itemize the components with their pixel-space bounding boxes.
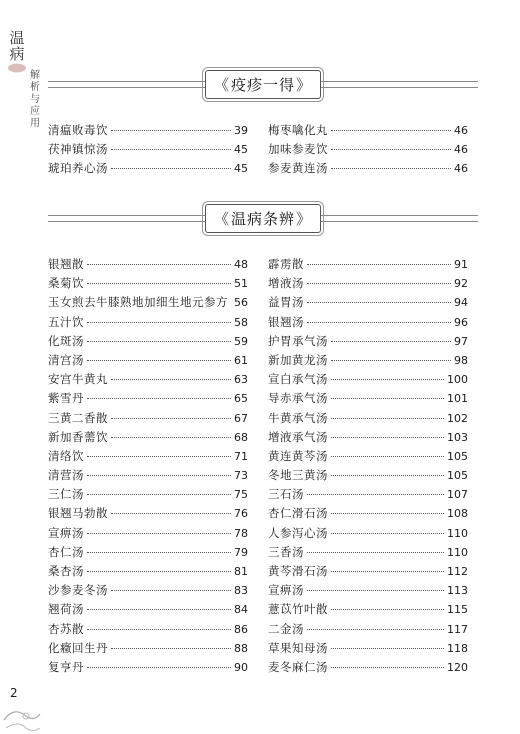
toc-entry-title: 杏仁汤 — [48, 544, 84, 559]
toc-entry — [268, 448, 468, 467]
dot-leader — [87, 667, 231, 668]
dot-leader — [87, 533, 231, 534]
toc-entry-title: 茯神镇惊汤 — [48, 142, 108, 157]
toc-entry-page: 46 — [454, 162, 468, 176]
toc-column-left — [48, 256, 248, 678]
toc-entry-page: 118 — [447, 641, 468, 655]
toc-entry-title: 牛黄承气汤 — [268, 410, 328, 425]
dot-leader — [331, 513, 444, 514]
toc-entry-page: 112 — [447, 565, 468, 578]
toc-entry — [48, 448, 248, 467]
toc-entry-page: 46 — [454, 124, 468, 137]
toc-entry — [48, 582, 248, 601]
toc-entry — [268, 352, 468, 371]
section-title: 温病条辨 — [230, 209, 295, 228]
toc-entry — [48, 410, 248, 429]
toc-entry-title: 冬地三黄汤 — [268, 468, 328, 483]
dot-leader — [331, 667, 444, 668]
dot-leader — [111, 418, 231, 419]
seal-decoration-icon — [6, 62, 28, 74]
toc-column-right — [268, 256, 468, 678]
dot-leader — [111, 168, 231, 169]
toc-entry-page: 56 — [234, 296, 248, 310]
toc-entry — [48, 429, 248, 448]
toc-entry-page: 65 — [234, 392, 248, 406]
toc-entry-title: 梅枣噙化丸 — [268, 123, 328, 137]
toc-entry — [48, 601, 248, 620]
dot-leader — [307, 264, 451, 265]
toc-entry-page: 105 — [447, 449, 468, 463]
dot-leader — [87, 456, 231, 457]
dot-leader — [331, 475, 444, 476]
dot-leader — [87, 264, 231, 265]
toc-entry-page: 105 — [447, 469, 468, 483]
toc-entry-page: 68 — [234, 430, 248, 444]
toc-entry — [268, 160, 468, 179]
dot-leader — [331, 341, 451, 342]
dot-leader — [331, 379, 444, 380]
toc-entry-title: 清营汤 — [48, 468, 84, 483]
toc-entry-page: 67 — [234, 411, 248, 425]
dot-leader — [111, 513, 231, 514]
toc-entry — [48, 544, 248, 563]
toc-entry-title: 清瘟败毒饮 — [48, 123, 108, 137]
dot-leader — [87, 475, 231, 476]
toc-entry-page: 98 — [454, 353, 468, 367]
toc-entry-page: 117 — [447, 622, 468, 636]
side-book-title: 温病 — [9, 29, 25, 63]
toc-entry-page: 97 — [454, 334, 468, 348]
dot-leader — [87, 629, 231, 630]
toc-entry-title: 黄芩滑石汤 — [268, 564, 328, 578]
toc-entry — [268, 294, 468, 313]
dot-leader — [331, 168, 451, 169]
toc-entry — [48, 640, 248, 659]
dot-leader — [307, 590, 444, 591]
dot-leader — [307, 322, 451, 323]
dot-leader — [307, 283, 451, 284]
toc-entry-page: 94 — [454, 296, 468, 310]
toc-entry-title: 复亨丹 — [48, 659, 84, 674]
toc-entry-page: 83 — [234, 584, 248, 598]
toc-entry — [48, 141, 248, 160]
dot-leader — [111, 648, 231, 649]
toc-entry — [48, 505, 248, 524]
toc-entry — [48, 525, 248, 544]
toc-entry-page: 96 — [454, 315, 468, 329]
toc-entry — [268, 601, 468, 620]
dot-leader — [331, 398, 444, 399]
toc-column-left — [48, 122, 248, 180]
toc-entry — [268, 390, 468, 409]
toc-entry — [268, 640, 468, 659]
toc-entry-title: 薏苡竹叶散 — [268, 602, 328, 617]
dot-leader — [331, 533, 444, 534]
dot-leader — [111, 149, 231, 150]
toc-entry-title: 化癥回生丹 — [48, 640, 108, 655]
toc-entry — [268, 563, 468, 582]
dot-leader — [87, 360, 231, 361]
toc-entry — [268, 371, 468, 390]
toc-entry-title: 导赤承气汤 — [268, 391, 328, 406]
toc-entry-title: 化斑汤 — [48, 333, 84, 348]
toc-entry-page: 90 — [234, 660, 248, 674]
toc-entry-title: 三黄二香散 — [48, 410, 108, 425]
dot-leader — [331, 149, 451, 150]
toc-entry-page: 100 — [447, 373, 468, 387]
toc-entry-page: 63 — [234, 373, 248, 387]
toc-entry-title: 三石汤 — [268, 487, 304, 502]
toc-entry — [48, 371, 248, 390]
toc-entry-title: 增液承气汤 — [268, 429, 328, 444]
toc-entry — [268, 525, 468, 544]
toc-entry-page: 75 — [234, 488, 248, 502]
toc-entry — [48, 486, 248, 505]
dot-leader — [331, 609, 444, 610]
toc-entry-page: 92 — [454, 277, 468, 291]
toc-entry — [268, 621, 468, 640]
toc-entry-title: 桑菊饮 — [48, 276, 84, 291]
toc-entry-page: 78 — [234, 526, 248, 540]
toc-entry-page: 110 — [447, 526, 468, 540]
toc-entry-page: 120 — [447, 660, 468, 674]
toc-entry-page: 79 — [234, 545, 248, 559]
toc-entry-title: 清宫汤 — [48, 352, 84, 367]
toc-entry — [48, 621, 248, 640]
section-title-box: 《 温病条辨 》 — [205, 204, 321, 233]
dot-leader — [331, 456, 444, 457]
toc-entry-page: 45 — [234, 143, 248, 157]
toc-entry-title: 益胃汤 — [268, 295, 304, 310]
toc-entry-title: 黄连黄芩汤 — [268, 448, 328, 463]
toc-entry-title: 新加黄龙汤 — [268, 352, 328, 367]
dot-leader — [307, 629, 444, 630]
toc-entry — [268, 659, 468, 678]
toc-entry-title: 三仁汤 — [48, 487, 84, 502]
section-header-wenbing — [48, 204, 478, 232]
toc-entry-title: 琥珀养心汤 — [48, 161, 108, 176]
toc-entry-title: 二金汤 — [268, 621, 304, 636]
toc-entry — [48, 390, 248, 409]
toc-entry-title: 杏苏散 — [48, 621, 84, 636]
dot-leader — [87, 283, 231, 284]
toc-entry-title: 麦冬麻仁汤 — [268, 659, 328, 674]
toc-entry-title: 银翘汤 — [268, 314, 304, 329]
toc-entry-title: 玉女煎去牛膝熟地加细生地元参方 — [48, 295, 228, 310]
toc-entry-page: 73 — [234, 469, 248, 483]
side-book-subtitle: 解析与应用 — [30, 70, 40, 129]
dot-leader — [331, 571, 444, 572]
toc-entry — [48, 333, 248, 352]
toc-entry-title: 五汁饮 — [48, 314, 84, 329]
toc-entry-title: 沙参麦冬汤 — [48, 583, 108, 598]
toc-entry-page: 84 — [234, 603, 248, 617]
dot-leader — [87, 322, 231, 323]
dot-leader — [331, 437, 444, 438]
corner-ornament-icon — [0, 680, 48, 734]
toc-entry — [48, 256, 248, 275]
toc-entry — [268, 467, 468, 486]
dot-leader — [307, 552, 444, 553]
toc-entry-page: 59 — [234, 334, 248, 348]
toc-entry-title: 加味参麦饮 — [268, 142, 328, 157]
toc-entry-page: 76 — [234, 507, 248, 521]
dot-leader — [111, 590, 231, 591]
toc-entry-page: 101 — [447, 392, 468, 406]
toc-entry — [48, 122, 248, 141]
toc-entry-title: 人参泻心汤 — [268, 525, 328, 540]
toc-entry-page: 91 — [454, 258, 468, 271]
dot-leader — [87, 609, 231, 610]
toc-entry-page: 103 — [447, 430, 468, 444]
toc-entry-page: 48 — [234, 258, 248, 271]
toc-entry — [268, 544, 468, 563]
toc-entry-page: 61 — [234, 353, 248, 367]
dot-leader — [331, 130, 451, 131]
dot-leader — [111, 379, 231, 380]
toc-entry — [48, 467, 248, 486]
toc-entry — [48, 659, 248, 678]
toc-entry-page: 81 — [234, 565, 248, 578]
toc-entry-page: 110 — [447, 545, 468, 559]
toc-entry — [268, 486, 468, 505]
toc-entry-title: 桑杏汤 — [48, 564, 84, 578]
toc-entry — [48, 275, 248, 294]
toc-entry-title: 银翘散 — [48, 257, 84, 271]
dot-leader — [87, 494, 231, 495]
section-header-yizhen — [48, 70, 478, 98]
dot-leader — [307, 494, 444, 495]
toc-entry-title: 翘荷汤 — [48, 602, 84, 617]
dot-leader — [87, 398, 231, 399]
toc-entry-page: 45 — [234, 162, 248, 176]
section-title: 疫疹一得 — [230, 75, 295, 94]
toc-entry-title: 宣痹汤 — [48, 525, 84, 540]
toc-entry — [48, 314, 248, 333]
toc-entry-title: 新加香薷饮 — [48, 429, 108, 444]
dot-leader — [331, 648, 444, 649]
dot-leader — [111, 437, 231, 438]
toc-entry-page: 51 — [234, 277, 248, 291]
toc-entry-page: 107 — [447, 488, 468, 502]
toc-entry — [48, 160, 248, 179]
dot-leader — [87, 552, 231, 553]
toc-entry-title: 三香汤 — [268, 544, 304, 559]
toc-entry-title: 草果知母汤 — [268, 640, 328, 655]
toc-entry-title: 宣白承气汤 — [268, 372, 328, 387]
toc-entry — [268, 275, 468, 294]
dot-leader — [331, 360, 451, 361]
toc-entry — [268, 122, 468, 141]
toc-entry-title: 护胃承气汤 — [268, 333, 328, 348]
toc-entry — [268, 582, 468, 601]
toc-entry-page: 88 — [234, 641, 248, 655]
dot-leader — [87, 341, 231, 342]
toc-entry — [268, 141, 468, 160]
toc-entry-title: 杏仁滑石汤 — [268, 506, 328, 521]
toc-entry — [48, 352, 248, 371]
toc-entry — [268, 429, 468, 448]
page-number: 2 — [10, 686, 18, 700]
toc-entry-page: 39 — [234, 124, 248, 137]
toc-entry — [268, 333, 468, 352]
dot-leader — [307, 302, 451, 303]
toc-entry-page: 71 — [234, 449, 248, 463]
toc-entry-title: 清络饮 — [48, 448, 84, 463]
toc-entry — [48, 563, 248, 582]
toc-entry-page: 102 — [447, 411, 468, 425]
toc-entry-page: 46 — [454, 143, 468, 157]
toc-entry-page: 113 — [447, 584, 468, 598]
section-title-box: 《 疫疹一得 》 — [205, 70, 321, 99]
toc-entry-title: 参麦黄连汤 — [268, 161, 328, 176]
dot-leader — [331, 418, 444, 419]
toc-entry — [48, 294, 248, 313]
toc-entry-title: 银翘马勃散 — [48, 506, 108, 521]
toc-entry-title: 霹雳散 — [268, 257, 304, 271]
toc-entry-title: 紫雪丹 — [48, 391, 84, 406]
toc-entry-title: 增液汤 — [268, 276, 304, 291]
toc-entry — [268, 256, 468, 275]
toc-entry-page: 108 — [447, 507, 468, 521]
toc-entry-title: 安宫牛黄丸 — [48, 372, 108, 387]
dot-leader — [87, 571, 231, 572]
toc-entry-title: 宣痹汤 — [268, 583, 304, 598]
toc-entry-page: 86 — [234, 622, 248, 636]
toc-entry — [268, 314, 468, 333]
toc-entry — [268, 505, 468, 524]
toc-entry-page: 58 — [234, 315, 248, 329]
dot-leader — [111, 130, 231, 131]
toc-entry — [268, 410, 468, 429]
toc-column-right — [268, 122, 468, 180]
toc-entry-page: 115 — [447, 603, 468, 617]
